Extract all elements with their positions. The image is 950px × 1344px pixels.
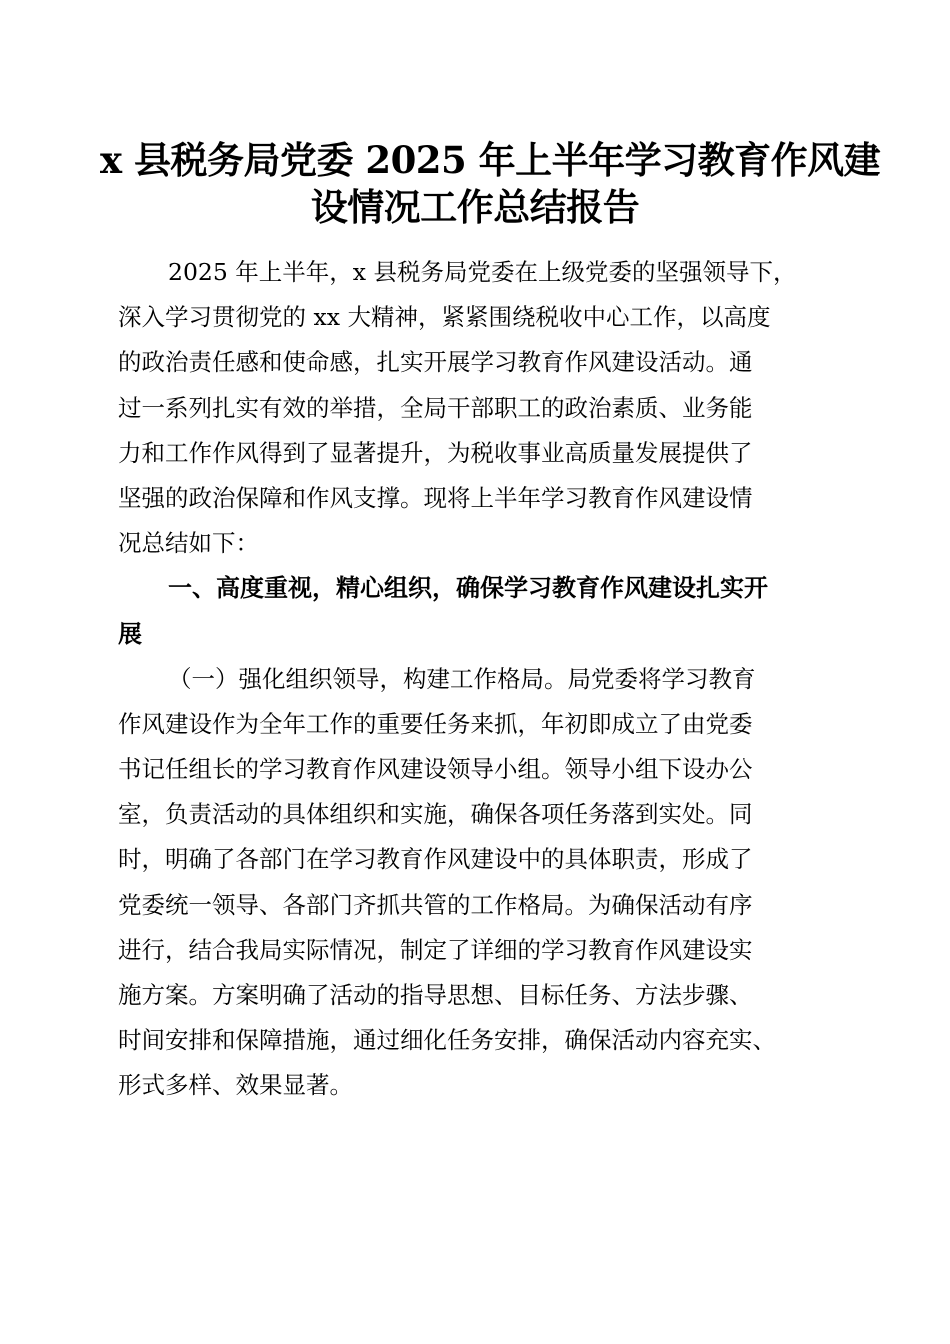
paragraph-line: 室，负责活动的具体组织和实施，确保各项任务落到实处。同 [118,800,753,829]
document-title [100,137,881,231]
paragraph-line: 坚强的政治保障和作风支撑。现将上半年学习教育作风建设情 [118,483,753,512]
paragraph-line: 2025 年上半年，x 县税务局党委在上级党委的坚强领导下， [168,258,797,286]
paragraph-line: 作风建设作为全年工作的重要任务来抓，年初即成立了由党委 [118,709,753,738]
paragraph-line: 形式多样、效果显著。 [118,1071,353,1100]
heading-line: 一、高度重视，精心组织，确保学习教育作风建设扎实开 [168,574,768,603]
paragraph-line: 况总结如下： [118,529,259,558]
paragraph-line: 施方案。方案明确了活动的指导思想、目标任务、方法步骤、 [118,981,753,1009]
section-heading-1 [118,566,838,656]
paragraph-line: 党委统一领导、各部门齐抓共管的工作格局。为确保活动有序 [118,890,753,919]
heading-line: 展 [118,619,142,648]
title-line: 设情况工作总结报告 [310,185,640,229]
title-line: x 县税务局党委 2025 年上半年学习教育作风建 [100,138,881,182]
paragraph-line: 书记任组长的学习教育作风建设领导小组。领导小组下设办公 [118,755,753,784]
intro-paragraph [118,250,838,566]
paragraph-line: 的政治责任感和使命感，扎实开展学习教育作风建设活动。通 [118,348,753,377]
paragraph-line: 时间安排和保障措施，通过细化任务安排，确保活动内容充实、 [118,1026,776,1055]
paragraph-line: 时，明确了各部门在学习教育作风建设中的具体职责，形成了 [118,845,753,874]
paragraph-line: 过一系列扎实有效的举措，全局干部职工的政治素质、业务能 [118,393,753,422]
paragraph-line: 深入学习贯彻党的 xx 大精神，紧紧围绕税收中心工作，以高度 [118,303,771,332]
paragraph-line: 进行，结合我局实际情况，制定了详细的学习教育作风建设实 [118,935,753,964]
subsection-paragraph-1 [118,657,838,1109]
paragraph-line: （一）强化组织领导，构建工作格局。局党委将学习教育 [168,664,756,693]
document-body [118,250,838,1109]
paragraph-line: 力和工作作风得到了显著提升，为税收事业高质量发展提供了 [118,438,753,467]
